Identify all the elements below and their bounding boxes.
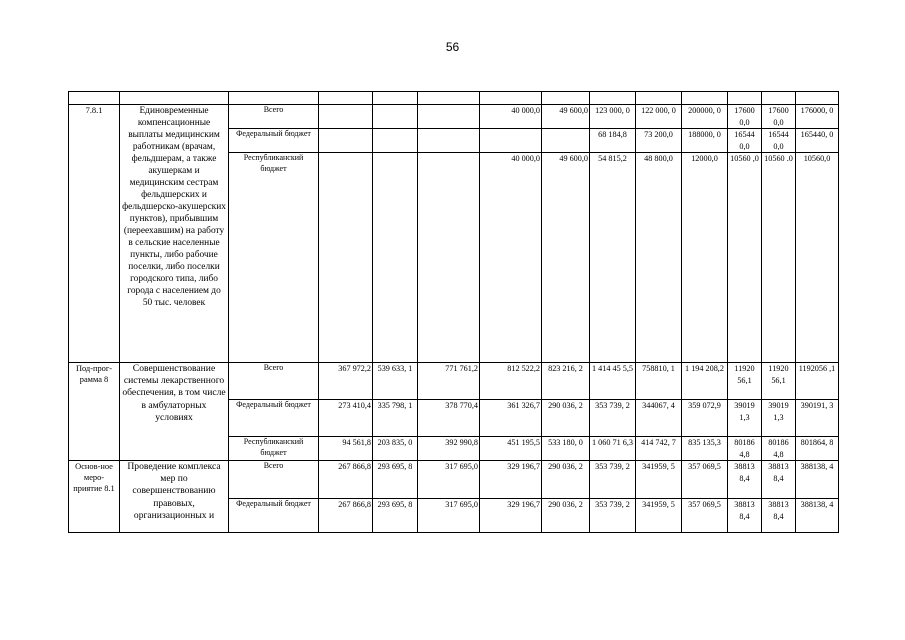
value-cell: 40 000,0	[480, 153, 542, 363]
source-label: Республиканский бюджет	[229, 153, 319, 363]
value-cell: 367 972,2	[319, 363, 373, 400]
value-cell: 80186 4,8	[728, 437, 762, 461]
value-cell: 16544 0,0	[728, 129, 762, 153]
table-row	[69, 105, 839, 129]
value-cell: 1 060 71 6,3	[590, 437, 636, 461]
value-cell: 357 069,5	[682, 499, 728, 533]
value-cell: 17600 0,0	[762, 105, 796, 129]
value-cell: 273 410,4	[319, 400, 373, 437]
value-cell: 414 742, 7	[636, 437, 682, 461]
value-cell: 10560,0	[796, 153, 839, 363]
value-cell: 451 195,5	[480, 437, 542, 461]
value-cell: 188000, 0	[682, 129, 728, 153]
source-label: Всего	[229, 363, 319, 400]
value-cell: 293 695, 8	[373, 461, 418, 499]
value-cell	[373, 105, 418, 129]
value-cell: 533 180, 0	[542, 437, 590, 461]
value-cell: 40 000,0	[480, 105, 542, 129]
value-cell: 341959, 5	[636, 461, 682, 499]
value-cell: 353 739, 2	[590, 400, 636, 437]
header-cell	[682, 92, 728, 105]
value-cell: 48 800,0	[636, 153, 682, 363]
value-cell: 388138, 4	[796, 461, 839, 499]
header-cell	[319, 92, 373, 105]
value-cell: 361 326,7	[480, 400, 542, 437]
table-row	[69, 461, 839, 499]
value-cell: 317 695,0	[418, 499, 480, 533]
value-cell: 10560 .0	[762, 153, 796, 363]
value-cell: 290 036, 2	[542, 461, 590, 499]
value-cell: 329 196,7	[480, 499, 542, 533]
header-cell	[590, 92, 636, 105]
value-cell: 539 633, 1	[373, 363, 418, 400]
value-cell: 378 770,4	[418, 400, 480, 437]
value-cell: 823 216, 2	[542, 363, 590, 400]
value-cell: 801864, 8	[796, 437, 839, 461]
value-cell: 122 000, 0	[636, 105, 682, 129]
header-cell	[229, 92, 319, 105]
value-cell: 771 761,2	[418, 363, 480, 400]
value-cell: 329 196,7	[480, 461, 542, 499]
value-cell: 812 522,2	[480, 363, 542, 400]
header-cell	[762, 92, 796, 105]
budget-table	[68, 91, 839, 533]
row-code: Под-прог-рамма 8	[69, 363, 120, 461]
value-cell: 392 990,8	[418, 437, 480, 461]
header-cell	[796, 92, 839, 105]
value-cell: 165440, 0	[796, 129, 839, 153]
value-cell	[373, 129, 418, 153]
value-cell: 16544 0,0	[762, 129, 796, 153]
value-cell: 11920 56,1	[762, 363, 796, 400]
value-cell: 290 036, 2	[542, 400, 590, 437]
value-cell	[542, 129, 590, 153]
header-cell	[636, 92, 682, 105]
row-name: Единовременные компенсационные выплаты медицинским работникам (врачам, фельдшерам, а также акушеркам и медицинским сестрам фельдшерских и фельдшерско-акушерских пунктов), прибывшим (переехавшим) на работу в сельские населенные пункты, либо рабочие поселки, либо поселки городского типа, либо города с населением до 50 тыс. человек	[120, 105, 229, 363]
source-label: Республиканский бюджет	[229, 437, 319, 461]
value-cell: 758810, 1	[636, 363, 682, 400]
header-cell	[480, 92, 542, 105]
header-cell	[120, 92, 229, 105]
value-cell: 73 200,0	[636, 129, 682, 153]
value-cell: 176000, 0	[796, 105, 839, 129]
value-cell: 68 184,8	[590, 129, 636, 153]
value-cell: 317 695,0	[418, 461, 480, 499]
value-cell: 290 036, 2	[542, 499, 590, 533]
value-cell: 38813 8,4	[728, 461, 762, 499]
value-cell: 12000,0	[682, 153, 728, 363]
value-cell: 353 739, 2	[590, 461, 636, 499]
value-cell: 200000, 0	[682, 105, 728, 129]
table-row	[69, 363, 839, 400]
value-cell: 38813 8,4	[728, 499, 762, 533]
value-cell	[373, 153, 418, 363]
page-number: 56	[445, 40, 460, 54]
value-cell: 353 739, 2	[590, 499, 636, 533]
value-cell: 38813 8,4	[762, 461, 796, 499]
value-cell: 390191, 3	[796, 400, 839, 437]
value-cell: 1192056 ,1	[796, 363, 839, 400]
value-cell	[480, 129, 542, 153]
source-label: Федеральный бюджет	[229, 499, 319, 533]
value-cell: 267 866,8	[319, 461, 373, 499]
value-cell: 341959, 5	[636, 499, 682, 533]
table-header-row	[69, 92, 839, 105]
row-name: Проведение комплекса мер по совершенствованию правовых, организационных и	[120, 461, 229, 533]
value-cell	[319, 105, 373, 129]
value-cell: 203 835, 0	[373, 437, 418, 461]
source-label: Всего	[229, 105, 319, 129]
header-cell	[69, 92, 120, 105]
value-cell: 123 000, 0	[590, 105, 636, 129]
row-name: Совершенствование системы лекарственного обеспечения, в том числе в амбулаторных условиях	[120, 363, 229, 461]
value-cell: 388138, 4	[796, 499, 839, 533]
value-cell	[418, 105, 480, 129]
value-cell: 267 866,8	[319, 499, 373, 533]
value-cell: 335 798, 1	[373, 400, 418, 437]
value-cell: 80186 4,8	[762, 437, 796, 461]
value-cell: 10560 ,0	[728, 153, 762, 363]
source-label: Всего	[229, 461, 319, 499]
source-label: Федеральный бюджет	[229, 129, 319, 153]
value-cell: 1 414 45 5,5	[590, 363, 636, 400]
value-cell: 39019 1,3	[728, 400, 762, 437]
value-cell: 359 072,9	[682, 400, 728, 437]
value-cell: 344067, 4	[636, 400, 682, 437]
header-cell	[542, 92, 590, 105]
value-cell	[319, 153, 373, 363]
value-cell	[319, 129, 373, 153]
value-cell: 38813 8,4	[762, 499, 796, 533]
value-cell: 54 815,2	[590, 153, 636, 363]
header-cell	[728, 92, 762, 105]
value-cell: 1 194 208,2	[682, 363, 728, 400]
row-code: Основ-ное меро-приятие 8.1	[69, 461, 120, 533]
header-cell	[418, 92, 480, 105]
value-cell: 835 135,3	[682, 437, 728, 461]
value-cell: 49 600,0	[542, 105, 590, 129]
value-cell: 94 561,8	[319, 437, 373, 461]
value-cell: 49 600,0	[542, 153, 590, 363]
value-cell: 39019 1,3	[762, 400, 796, 437]
value-cell: 357 069,5	[682, 461, 728, 499]
value-cell: 17600 0,0	[728, 105, 762, 129]
source-label: Федеральный бюджет	[229, 400, 319, 437]
value-cell	[418, 153, 480, 363]
value-cell	[418, 129, 480, 153]
value-cell: 293 695, 8	[373, 499, 418, 533]
row-code: 7.8.1	[69, 105, 120, 363]
header-cell	[373, 92, 418, 105]
value-cell: 11920 56,1	[728, 363, 762, 400]
